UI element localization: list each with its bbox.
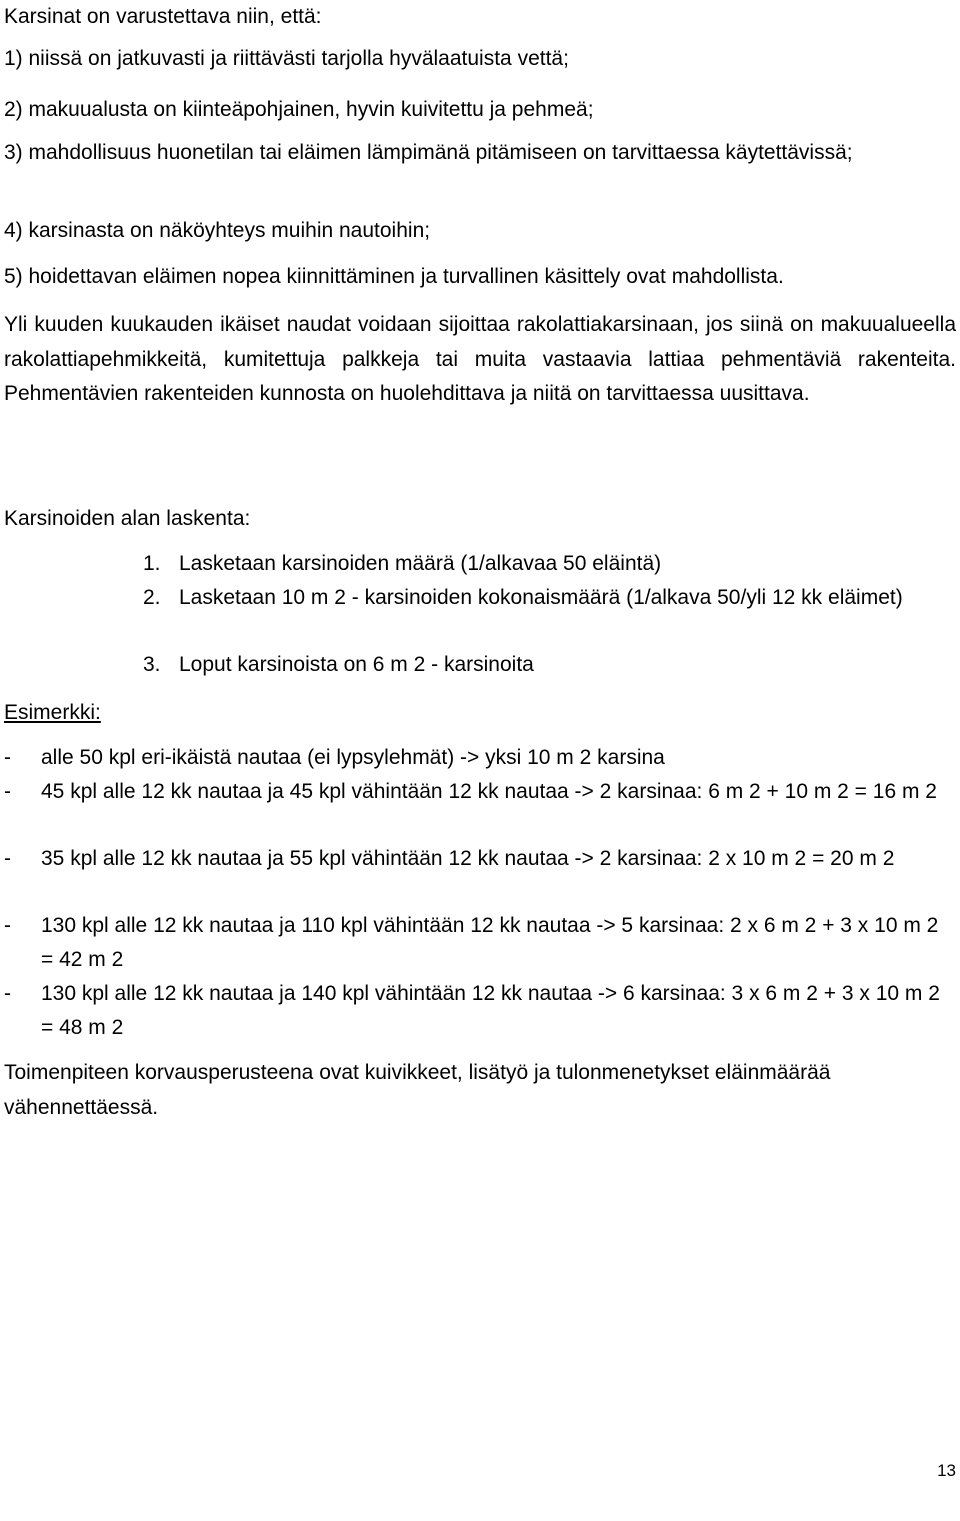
step-number: 3. — [143, 653, 161, 676]
example-item: 130 kpl alle 12 kk nautaa ja 140 kpl vähintään 12 kk nautaa -> 6 karsinaa: 3 x 6 m 2 + 3 x 10 m 2 = 48 m 2 — [41, 982, 940, 1039]
step-text: Lasketaan 10 m 2 - karsinoiden kokonaismäärä (1/alkava 50/yli 12 kk eläimet) — [179, 586, 903, 609]
step-text: Lasketaan karsinoiden määrä (1/alkavaa 50 eläintä) — [179, 552, 662, 575]
intro-lead: Karsinat on varustettava niin, että: — [4, 5, 322, 28]
dash-marker: - — [4, 914, 11, 937]
page-number: 13 — [937, 1461, 956, 1480]
step-text: Loput karsinoista on 6 m 2 - karsinoita — [179, 653, 534, 676]
requirement-item: 4) karsinasta on näköyhteys muihin nautoihin; — [4, 219, 431, 242]
dash-marker: - — [4, 780, 11, 803]
example-item: alle 50 kpl eri-ikäistä nautaa (ei lypsylehmät) -> yksi 10 m 2 karsina — [41, 746, 665, 769]
body-paragraph: Yli kuuden kuukauden ikäiset naudat voidaan sijoittaa rakolattiakarsinaan, jos siinä on makuualueella rakolattiapehmikkeitä, kumitettuja palkkeja tai muita vastaavia lattiaa pehmentäviä rakenteita. Pehmentävien rakenteiden kunnosta on huolehdittava ja niitä on tarvittaessa uusittava. — [4, 313, 956, 405]
step-number: 2. — [143, 586, 161, 609]
dash-marker: - — [4, 746, 11, 769]
requirement-item: 3) mahdollisuus huonetilan tai eläimen lämpimänä pitämiseen on tarvittaessa käytettävissä; — [4, 141, 853, 164]
requirement-item: 5) hoidettavan eläimen nopea kiinnittäminen ja turvallinen käsittely ovat mahdollista. — [4, 265, 784, 288]
dash-marker: - — [4, 982, 11, 1005]
closing-paragraph: Toimenpiteen korvausperusteena ovat kuivikkeet, lisätyö ja tulonmenetykset eläinmäärää vähennettäessä. — [4, 1061, 831, 1119]
requirement-item: 1) niissä on jatkuvasti ja riittävästi tarjolla hyvälaatuista vettä; — [4, 47, 569, 70]
example-item: 130 kpl alle 12 kk nautaa ja 110 kpl vähintään 12 kk nautaa -> 5 karsinaa: 2 x 6 m 2 + 3 x 10 m 2 = 42 m 2 — [41, 914, 939, 971]
calc-heading: Karsinoiden alan laskenta: — [4, 507, 251, 530]
example-item: 45 kpl alle 12 kk nautaa ja 45 kpl vähintään 12 kk nautaa -> 2 karsinaa: 6 m 2 + 10 m 2 = 16 m 2 — [41, 780, 937, 803]
example-heading: Esimerkki: — [4, 701, 101, 724]
example-item: 35 kpl alle 12 kk nautaa ja 55 kpl vähintään 12 kk nautaa -> 2 karsinaa: 2 x 10 m 2 = 20 m 2 — [41, 847, 895, 870]
step-number: 1. — [143, 552, 161, 575]
dash-marker: - — [4, 847, 11, 870]
requirement-item: 2) makuualusta on kiinteäpohjainen, hyvin kuivitettu ja pehmeä; — [4, 98, 594, 121]
